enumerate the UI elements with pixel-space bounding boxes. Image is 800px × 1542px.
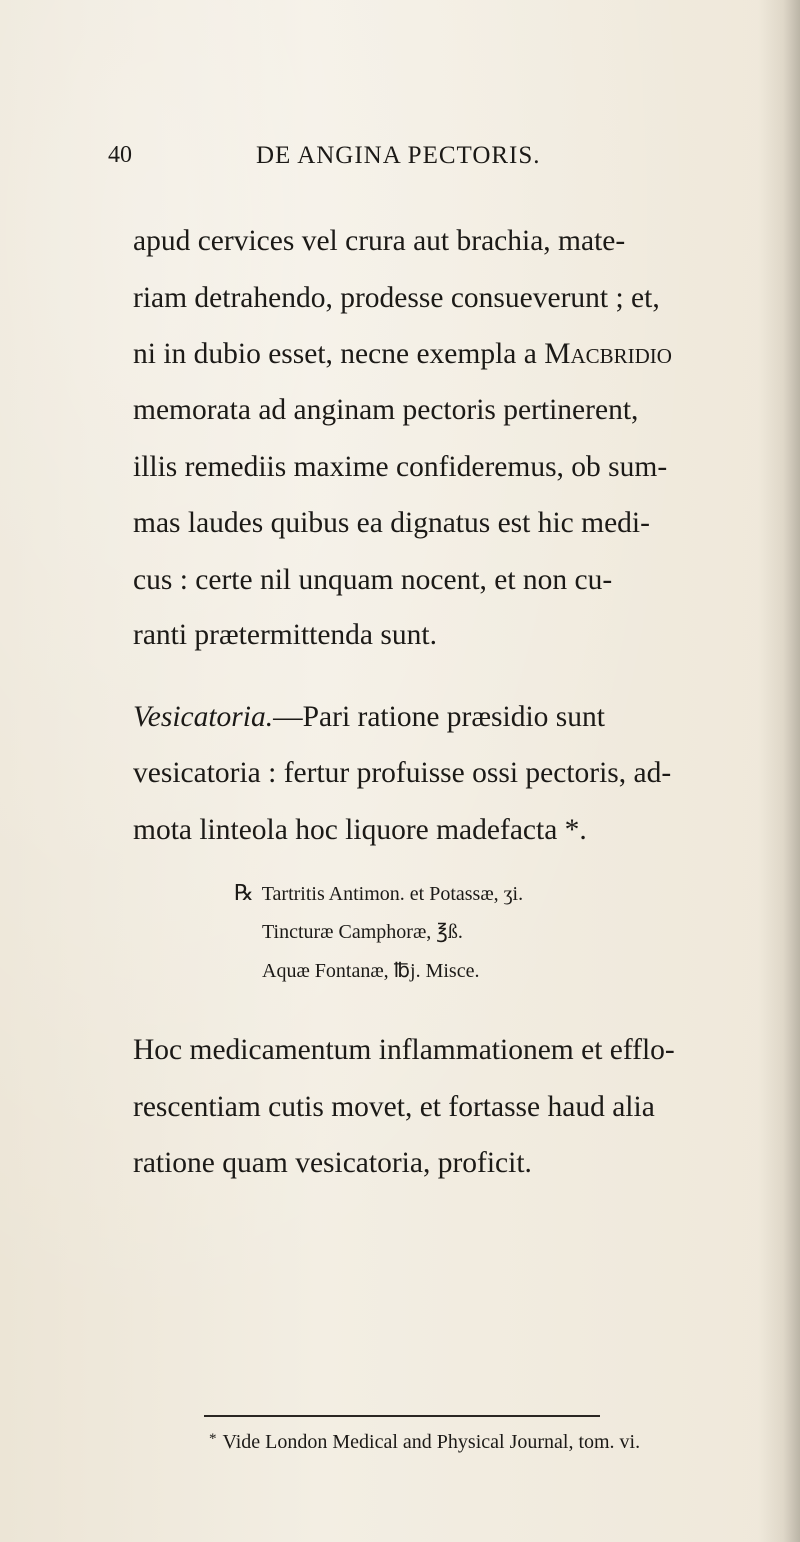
text-line: mota linteola hoc liquore madefacta *. xyxy=(133,814,587,846)
text-line: ratione quam vesicatoria, proficit. xyxy=(133,1147,532,1179)
section-heading: Vesicatoria. xyxy=(133,701,274,733)
footnote-mark: * xyxy=(209,1431,217,1447)
text-line: illis remediis maxime confideremus, ob sum- xyxy=(133,451,668,483)
text-line: memorata ad anginam pectoris pertinerent, xyxy=(133,394,639,426)
recipe-symbol: ℞ xyxy=(234,880,254,905)
text-segment: ni in dubio esset, necne exempla a xyxy=(133,338,545,370)
text-line: ranti prætermittenda sunt. xyxy=(133,619,437,651)
prescription-line: Tincturæ Camphoræ, ℥ß. xyxy=(262,921,463,943)
page-header xyxy=(0,142,800,182)
author-name: Macbridio xyxy=(544,338,672,370)
prescription-line xyxy=(234,880,523,906)
footnote xyxy=(209,1431,640,1454)
prescription-line: Aquæ Fontanæ, ℔j. Misce. xyxy=(262,960,480,982)
text-line xyxy=(133,338,672,371)
text-line: vesicatoria : fertur profuisse ossi pectoris, ad- xyxy=(133,757,672,789)
footnote-text: Vide London Medical and Physical Journal, tom. vi. xyxy=(222,1431,641,1453)
text-segment: —Pari ratione præsidio sunt xyxy=(273,701,605,733)
text-line: riam detrahendo, prodesse consueverunt ; et, xyxy=(133,282,660,314)
page-edge-shadow xyxy=(758,0,800,1542)
prescription-text: Tartritis Antimon. et Potassæ, ʒi. xyxy=(261,883,524,905)
text-line xyxy=(133,701,605,734)
running-head: DE ANGINA PECTORIS. xyxy=(256,142,541,169)
text-line: mas laudes quibus ea dignatus est hic medi- xyxy=(133,507,650,539)
text-line: apud cervices vel crura aut brachia, mate- xyxy=(133,225,626,257)
text-line: rescentiam cutis movet, et fortasse haud alia xyxy=(133,1091,655,1123)
page-number: 40 xyxy=(108,142,132,168)
text-line: cus : certe nil unquam nocent, et non cu- xyxy=(133,564,613,596)
footnote-rule xyxy=(204,1415,600,1417)
text-line: Hoc medicamentum inflammationem et efflo- xyxy=(133,1034,675,1066)
